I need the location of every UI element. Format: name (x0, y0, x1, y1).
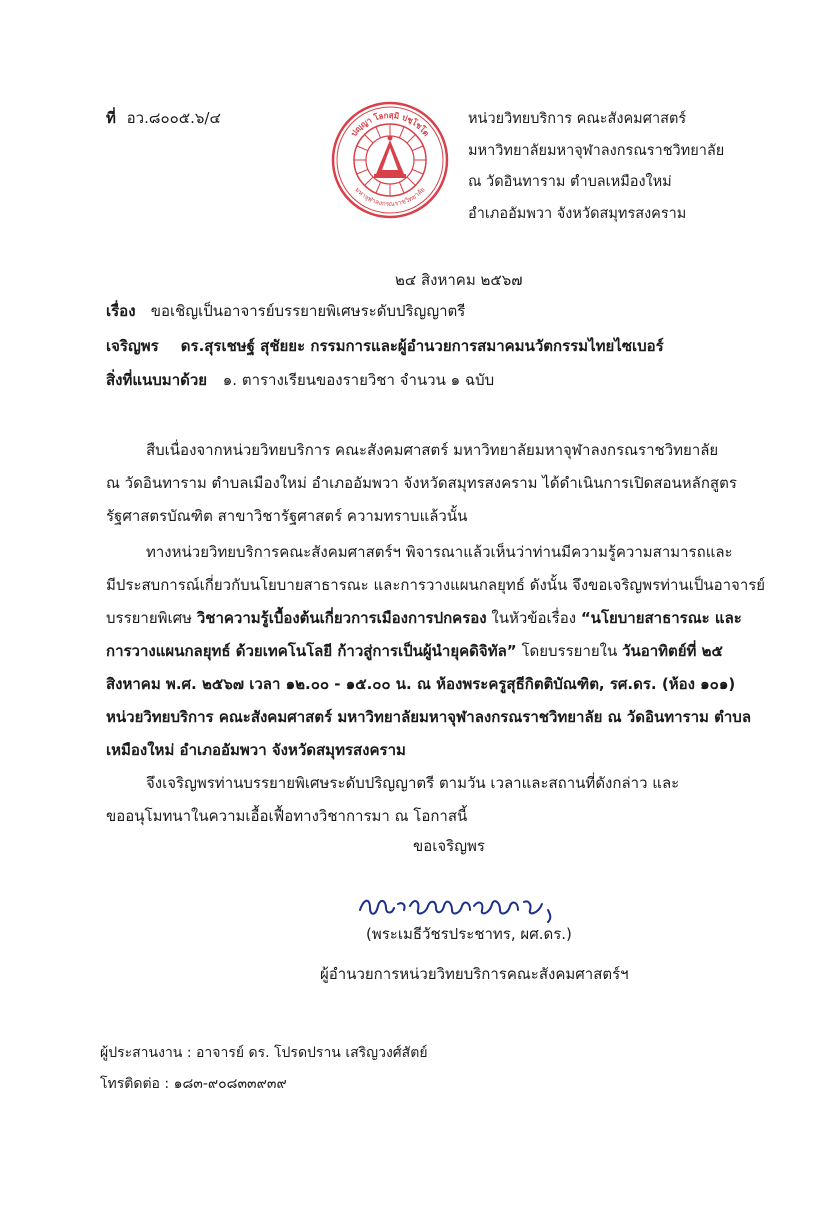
phone-line (100, 1073, 287, 1095)
body-line: มีประสบการณ์เกี่ยวกับนโยบายสาธารณะ และการวางแผนกลยุทธ์ ดังนั้น จึงขอเจริญพรท่านเป็นอาจารย์ (106, 576, 766, 594)
address-line: หน่วยวิทยบริการ คณะสังคมศาสตร์ (468, 111, 687, 127)
signatory-title: ผู้อำนวยการหน่วยวิทยบริการคณะสังคมศาสตร์ฯ (320, 965, 629, 983)
phone-number: ๑๘๓-๙๐๘๓๓๙๓๙ (173, 1076, 287, 1092)
coordinator-label: ผู้ประสานงาน : (100, 1045, 192, 1061)
recipient-label: เจริญพร (106, 337, 159, 355)
address-line: อำเภออัมพวา จังหวัดสมุทรสงคราม (468, 205, 687, 222)
svg-text:ปญฺญา โลกสฺมิ ปชฺโชโต: ปญฺญา โลกสฺมิ ปชฺโชโต (349, 110, 431, 139)
phone-label: โทรติดต่อ : (100, 1076, 170, 1092)
body-line: สืบเนื่องจากหน่วยวิทยบริการ คณะสังคมศาสตร์ มหาวิทยาลัยมหาจุฬาลงกรณราชวิทยาลัย (146, 441, 719, 459)
body-line (106, 606, 742, 630)
address-line: ณ วัดอินทาราม ตำบลเหมืองใหม่ (468, 174, 672, 190)
course-name: วิชาความรู้เบื้องต้นเกี่ยวการเมืองการปกครอง (196, 609, 487, 627)
body-text: ในหัวข้อเรื่อง (491, 609, 577, 627)
lecture-topic: การวางแผนกลยุทธ์ ด้วยเทคโนโลยี ก้าวสู่การเป็นผู้นำยุคดิจิทัล” (106, 642, 517, 660)
recipient-line (106, 334, 664, 358)
body-line: ณ วัดอินทาราม ตำบลเมืองใหม่ อำเภออัมพวา จังหวัดสมุทรสงคราม ได้ดำเนินการเปิดสอนหลักสูตร (106, 474, 737, 492)
body-line: ขออนุโมทนาในความเอื้อเฟื้อทางวิชาการมา ณ โอกาสนี้ (106, 807, 468, 825)
lecture-time-location: สิงหาคม พ.ศ. ๒๕๖๗ เวลา ๑๒.๐๐ - ๑๕.๐๐ น. ณ ห้องพระครูสุธีกิตติบัณฑิต, รศ.ดร. (ห้อง ๑๐๑) (106, 675, 736, 693)
subject-line (106, 299, 465, 323)
recipient-text: ดร.สุรเชษฐ์ สุชัยยะ กรรมการและผู้อำนวยการสมาคมนวัตกรรมไทยไซเบอร์ (180, 337, 664, 355)
document-reference (106, 106, 221, 130)
svg-text:มหาจุฬาลงกรณราชวิทยาลัย: มหาจุฬาลงกรณราชวิทยาลัย (353, 185, 427, 209)
lecture-location: หน่วยวิทยบริการ คณะสังคมศาสตร์ มหาวิทยาลัยมหาจุฬาลงกรณราชวิทยาลัย ณ วัดอินทาราม ตำบล (106, 708, 752, 726)
address-line: มหาวิทยาลัยมหาจุฬาลงกรณราชวิทยาลัย (468, 142, 725, 159)
closing-salutation: ขอเจริญพร (413, 837, 485, 855)
attachment-label: สิ่งที่แนบมาด้วย (106, 371, 208, 389)
body-line: จึงเจริญพรท่านบรรยายพิเศษระดับปริญญาตรี ตามวัน เวลาและสถานที่ดังกล่าว และ (146, 774, 680, 792)
signatory-name: (พระเมธีวัชรประชาทร, ผศ.ดร.) (366, 925, 572, 943)
document-date: ๒๔ สิงหาคม ๒๕๖๗ (395, 271, 523, 289)
body-line: ทางหน่วยวิทยบริการคณะสังคมศาสตร์ฯ พิจารณาแล้วเห็นว่าท่านมีความรู้ความสามารถและ (146, 543, 733, 561)
attachment-text: ๑. ตารางเรียนของรายวิชา จำนวน ๑ ฉบับ (222, 371, 495, 389)
university-seal-icon (330, 100, 450, 220)
lecture-date: วันอาทิตย์ที่ ๒๕ (622, 642, 723, 660)
coordinator-line (100, 1042, 428, 1064)
subject-label: เรื่อง (106, 302, 136, 320)
body-line: รัฐศาสตรบัณฑิต สาขาวิชารัฐศาสตร์ ความทราบแล้วนั้น (106, 507, 468, 525)
body-text: โดยบรรยายใน (521, 642, 618, 660)
lecture-location: เหมืองใหม่ อำเภออัมพวา จังหวัดสมุทรสงคราม (106, 741, 406, 759)
sender-address (468, 104, 724, 230)
coordinator-name: อาจารย์ ดร. โปรดปราน เสริญวงศ์สัตย์ (196, 1045, 428, 1061)
reference-number: อว.๘๐๐๕.๖/๔ (126, 109, 221, 127)
reference-label: ที่ (106, 109, 116, 127)
body-line (106, 639, 723, 663)
lecture-topic: “นโยบายสาธารณะ และ (580, 609, 742, 627)
subject-text: ขอเชิญเป็นอาจารย์บรรยายพิเศษระดับปริญญาตรี (150, 302, 466, 320)
body-text: บรรยายพิเศษ (106, 609, 193, 627)
handwritten-signature (356, 888, 566, 924)
attachment-line (106, 368, 494, 392)
